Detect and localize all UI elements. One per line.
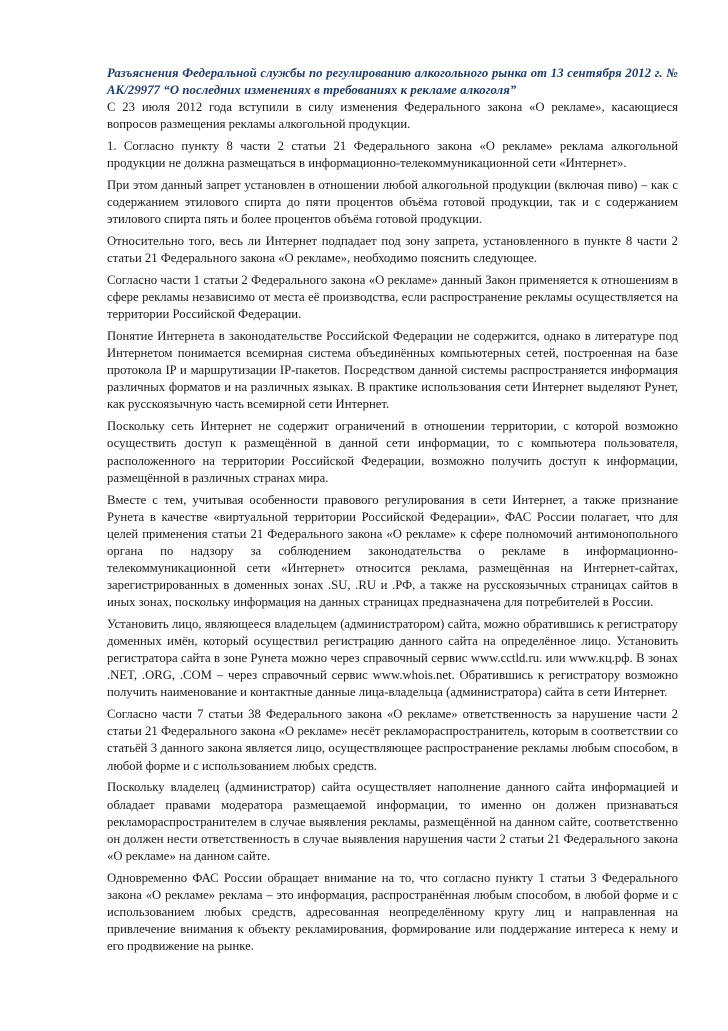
paragraph: Поскольку владелец (администратор) сайта осуществляет наполнение данного сайта информацией и обладает правами модератора размещаемой информации, то именно он должен признаваться рекламораспространителем в случае выявления рекламы, размещённой на данном сайте, соответственно он должен нести ответственность в случае выявления нарушения части 2 статьи 21 Федерального закона «О рекламе» на данном сайте. <box>107 780 678 863</box>
document-title: Разъяснения Федеральной службы по регулированию алкогольного рынка от 13 сентября 2012 г. № АК/29977 “О последних изменениях в требованиях к рекламе алкоголя” <box>107 66 678 97</box>
paragraph: При этом данный запрет установлен в отношении любой алкогольной продукции (включая пиво) – как с содержанием этилового спирта до пяти процентов объёма готовой продукции, так и с содержанием этилового спирта пять и более процентов объёма готовой продукции. <box>107 177 678 227</box>
paragraph: Установить лицо, являющееся владельцем (администратором) сайта, можно обратившись к регистратору доменных имён, который осуществил регистрацию данного сайта на определённое лицо. Установить регистратора сайта в зоне Рунета можно через справочный сервис www.cctld.ru. или www.кц.рф. В зонах .NET, .ORG, .COM – через справочный сервис www.whois.net. Обратившись к регистратору возможно получить наименование и контактные данные лица-владельца (администратора) сайта в сети Интернет. <box>107 617 678 700</box>
paragraph: Вместе с тем, учитывая особенности правового регулирования в сети Интернет, а также признание Рунета в качестве «виртуальной территории Российской Федерации», ФАС России полагает, что для целей применения статьи 21 Федерального закона «О рекламе» к сфере полномочий антимонопольного органа по надзору за соблюдением законодательства о рекламе в информационно-телекоммуникационной сети «Интернет» относится реклама, размещённая на Интернет-сайтах, зарегистрированных в доменных зонах .SU, .RU и .РФ, а также на русскоязычных страницах сайтов в иных зонах, поскольку информация на данных страницах предназначена для потребителей в России. <box>107 492 678 610</box>
paragraph: Понятие Интернета в законодательстве Российской Федерации не содержится, однако в литературе под Интернетом понимается всемирная система объединённых компьютерных сетей, построенная на базе протокола IP и маршрутизации IP-пакетов. Посредством данной системы распространяется информация различных форматов и на различных языках. В практике использования сети Интернет выделяют Рунет, как русскоязычную часть всемирной сети Интернет. <box>107 329 678 412</box>
paragraph: 1. Согласно пункту 8 части 2 статьи 21 Федерального закона «О рекламе» реклама алкогольной продукции не должна размещаться в информационно-телекоммуникационной сети «Интернет». <box>107 138 678 171</box>
paragraph: Относительно того, весь ли Интернет подпадает под зону запрета, установленного в пункте 8 части 2 статьи 21 Федерального закона «О рекламе», необходимо пояснить следующее. <box>107 234 678 266</box>
paragraph: Одновременно ФАС России обращает внимание на то, что согласно пункту 1 статьи 3 Федерального закона «О рекламе» реклама – это информация, распространённая любым способом, в любой форме и с использованием любых средств, адресованная неопределённому кругу лиц и направленная на привлечение внимания к объекту рекламирования, формирование или поддержание интереса к нему и его продвижение на рынке. <box>107 870 678 954</box>
paragraph: Согласно части 7 статьи 38 Федерального закона «О рекламе» ответственность за нарушение части 2 статьи 21 Федерального закона «О рекламе» несёт рекламораспространитель, которым в соответствии со статьёй 3 данного закона является лицо, осуществляющее распространение рекламы любым способом, в любой форме и с использованием любых средств. <box>107 707 678 773</box>
document-page <box>107 65 678 960</box>
paragraph: Поскольку сеть Интернет не содержит ограничений в отношении территории, с которой возможно осуществить доступ к размещённой в данной сети информации, то с компьютера пользователя, расположенного на территории Российской Федерации, возможно получить доступ к информации, размещённой в различных странах мира. <box>107 419 678 485</box>
paragraph: С 23 июля 2012 года вступили в силу изменения Федерального закона «О рекламе», касающиеся вопросов размещения рекламы алкогольной продукции. <box>107 100 678 132</box>
paragraph: Согласно части 1 статьи 2 Федерального закона «О рекламе» данный Закон применяется к отношениям в сфере рекламы независимо от места её производства, если распространение рекламы осуществляется на территории Российской Федерации. <box>107 273 678 322</box>
